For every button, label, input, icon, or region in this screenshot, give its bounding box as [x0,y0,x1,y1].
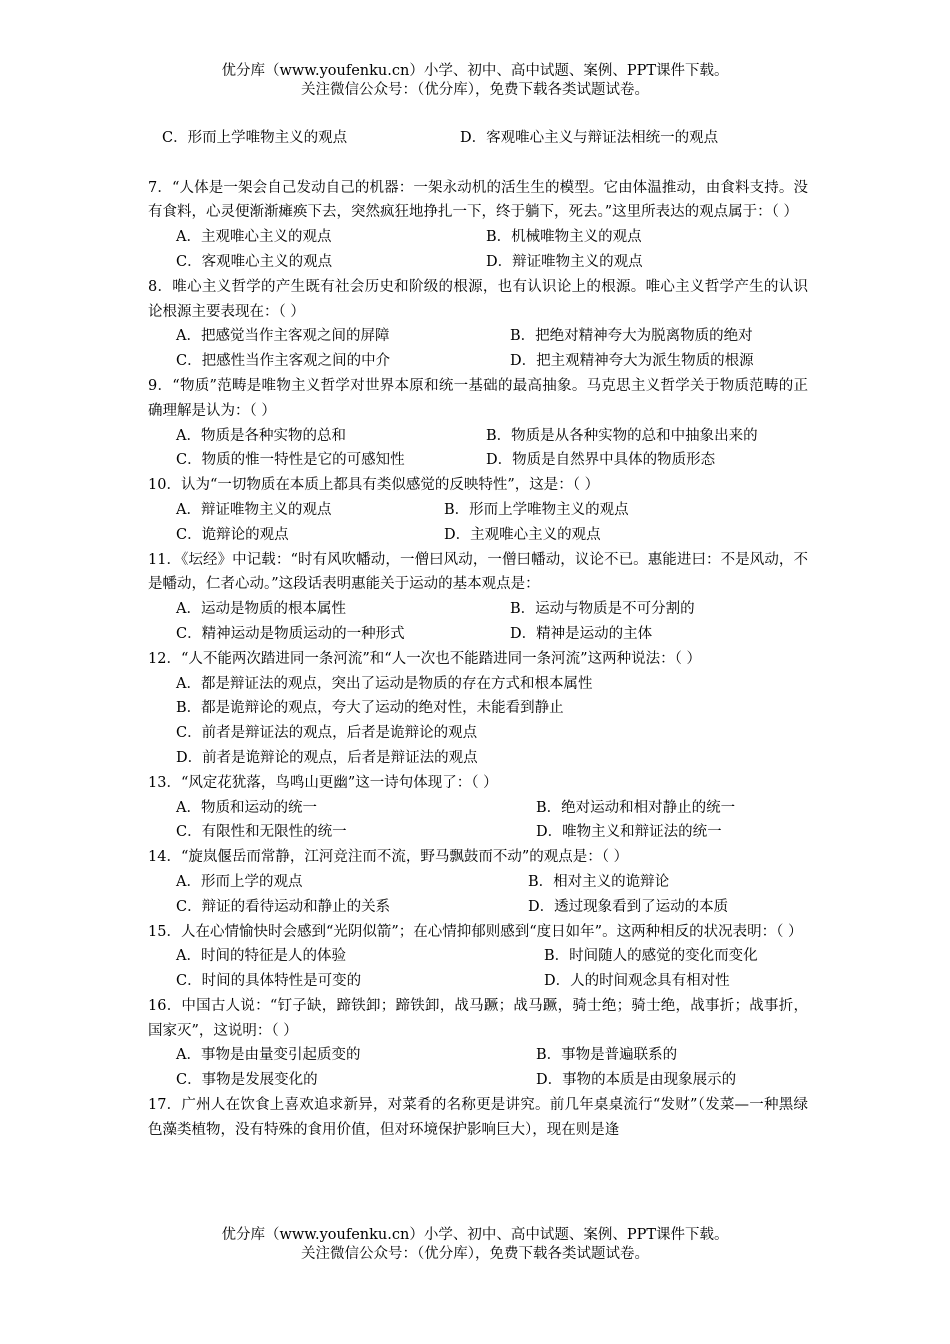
option-c: C．辩证的看待运动和静止的关系 [176,898,391,915]
option-a: A．物质是各种实物的总和 [176,427,346,444]
option-d: D．人的时间观念具有相对性 [544,973,730,990]
question-13-options-ab [148,796,808,821]
option-b: B．把绝对精神夸大为脱离物质的绝对 [510,328,753,345]
option-b: B．机械唯物主义的观点 [486,229,642,246]
option-a: A．都是辩证法的观点，突出了运动是物质的存在方式和根本属性 [176,675,593,692]
carryover-options [148,126,808,151]
question-12-stem: 12．“人不能两次踏进同一条河流”和“人一次也不能踏进同一条河流”这两种说法：（ ） [148,650,701,667]
option-c: C．有限性和无限性的统一 [176,824,347,841]
option-c: C．把感性当作主客观之间的中介 [176,353,391,370]
question-11-stem: 11．《坛经》中记载：“时有风吹幡动，一僧曰风动，一僧曰幡动，议论不已。惠能进曰：不是风动，不是幡动，仁者心动。”这段话表明惠能关于运动的基本观点是： [148,551,808,593]
option-d: D．辩证唯物主义的观点 [486,253,643,270]
option-d: D．把主观精神夸大为派生物质的根源 [510,353,754,370]
question-7-options-ab [148,225,808,250]
option-a: A．主观唯心主义的观点 [176,229,332,246]
option-d: D．主观唯心主义的观点 [444,526,601,543]
question-8-stem: 8．唯心主义哲学的产生既有社会历史和阶级的根源，也有认识论上的根源。唯心主义哲学产生的认识论根源主要表现在：（ ） [148,278,808,320]
option-a: A．辩证唯物主义的观点 [176,501,332,518]
option-c: C．时间的具体特性是可变的 [176,973,362,990]
question-15-stem: 15．人在心情愉快时会感到“光阴似箭”；在心情抑郁则感到“度日如年”。这两种相反的状况表明：（ ） [148,923,803,940]
question-8-options-cd [148,349,808,374]
page-footer [0,1226,950,1264]
option-b: B．相对主义的诡辩论 [528,873,670,890]
option-d: D．透过现象看到了运动的本质 [528,898,729,915]
option-b: B．事物是普遍联系的 [536,1047,678,1064]
option-a: A．运动是物质的根本属性 [176,601,346,618]
question-15-options-ab [148,944,808,969]
option-b: B．物质是从各种实物的总和中抽象出来的 [486,427,758,444]
option-b: B．绝对运动和相对静止的统一 [536,799,736,816]
option-b: B．运动与物质是不可分割的 [510,601,695,618]
option-c: C．前者是辩证法的观点，后者是诡辩论的观点 [176,725,478,742]
option-d: D．客观唯心主义与辩证法相统一的观点 [460,130,719,146]
question-10-options-cd [148,523,808,548]
header-line-2: 关注微信公众号：（优分库），免费下载各类试题试卷。 [301,82,649,98]
option-c: C．形而上学唯物主义的观点 [162,130,348,146]
option-c: C．客观唯心主义的观点 [176,253,333,270]
question-17-stem: 17．广州人在饮食上喜欢追求新异，对菜肴的名称更是讲究。前几年桌桌流行“发财”（发菜—一种黑绿色藻类植物，没有特殊的食用价值，但对环境保护影响巨大），现在则是逢 [148,1097,808,1138]
question-15-options-cd [148,969,808,994]
question-7-stem: 7．“人体是一架会自己发动自己的机器：一架永动机的活生生的模型。它由体温推动，由食料支持。没有食料，心灵便渐渐瘫痪下去，突然疯狂地挣扎一下，终于躺下，死去。”这里所表达的观点属于：（ ） [148,179,808,221]
question-16-stem: 16．中国古人说：“钉子缺，蹄铁卸；蹄铁卸，战马蹶；战马蹶，骑士绝；骑士绝，战事折；战事折，国家灭”，这说明：（ ） [148,997,808,1039]
question-7-options-cd [148,250,808,275]
question-13-options-cd [148,820,808,845]
option-a: A．把感觉当作主客观之间的屏障 [176,328,390,345]
option-d: D．唯物主义和辩证法的统一 [536,824,722,841]
option-d: D．物质是自然界中具体的物质形态 [486,452,716,469]
footer-line-1: 优分库（www.youfenku.cn）小学、初中、高中试题、案例、PPT课件下载。 [221,1227,729,1243]
question-9-stem: 9．“物质”范畴是唯物主义哲学对世界本原和统一基础的最高抽象。马克思主义哲学关于物质范畴的正确理解是认为：（ ） [148,377,808,419]
question-16-options-cd [148,1068,808,1093]
option-c: C．事物是发展变化的 [176,1072,318,1089]
option-a: A．形而上学的观点 [176,873,303,890]
question-13-stem: 13．“风定花犹落，鸟鸣山更幽”这一诗句体现了：（ ） [148,774,498,791]
page-header [0,62,950,100]
option-d: D．事物的本质是由现象展示的 [536,1072,737,1089]
option-b: B．形而上学唯物主义的观点 [444,501,629,518]
question-8-options-ab [148,324,808,349]
question-10-options-ab [148,498,808,523]
question-9-options-cd [148,448,808,473]
header-line-1: 优分库（www.youfenku.cn）小学、初中、高中试题、案例、PPT课件下载。 [221,63,729,79]
question-14-options-cd [148,895,808,920]
option-b: B．时间随人的感觉的变化而变化 [544,948,758,965]
option-b: B．都是诡辩论的观点，夸大了运动的绝对性，未能看到静止 [176,700,564,717]
option-d: D．前者是诡辩论的观点，后者是辩证法的观点 [176,749,478,766]
option-c: C．精神运动是物质运动的一种形式 [176,625,405,642]
question-9-options-ab [148,424,808,449]
option-c: C．诡辩论的观点 [176,526,289,543]
question-16-options-ab [148,1043,808,1068]
question-11-options-ab [148,597,808,622]
option-a: A．时间的特征是人的体验 [176,948,346,965]
question-11-options-cd [148,622,808,647]
question-content [148,126,808,1143]
spacer [148,151,808,176]
option-a: A．事物是由量变引起质变的 [176,1047,361,1064]
question-14-options-ab [148,870,808,895]
option-c: C．物质的惟一特性是它的可感知性 [176,452,405,469]
footer-line-2: 关注微信公众号：（优分库），免费下载各类试题试卷。 [301,1246,649,1262]
question-10-stem: 10．认为“一切物质在本质上都具有类似感觉的反映特性”，这是：（ ） [148,477,600,494]
question-14-stem: 14．“旋岚偃岳而常静，江河竞注而不流，野马飘鼓而不动”的观点是：（ ） [148,849,629,866]
option-a: A．物质和运动的统一 [176,799,317,816]
option-d: D．精神是运动的主体 [510,625,653,642]
